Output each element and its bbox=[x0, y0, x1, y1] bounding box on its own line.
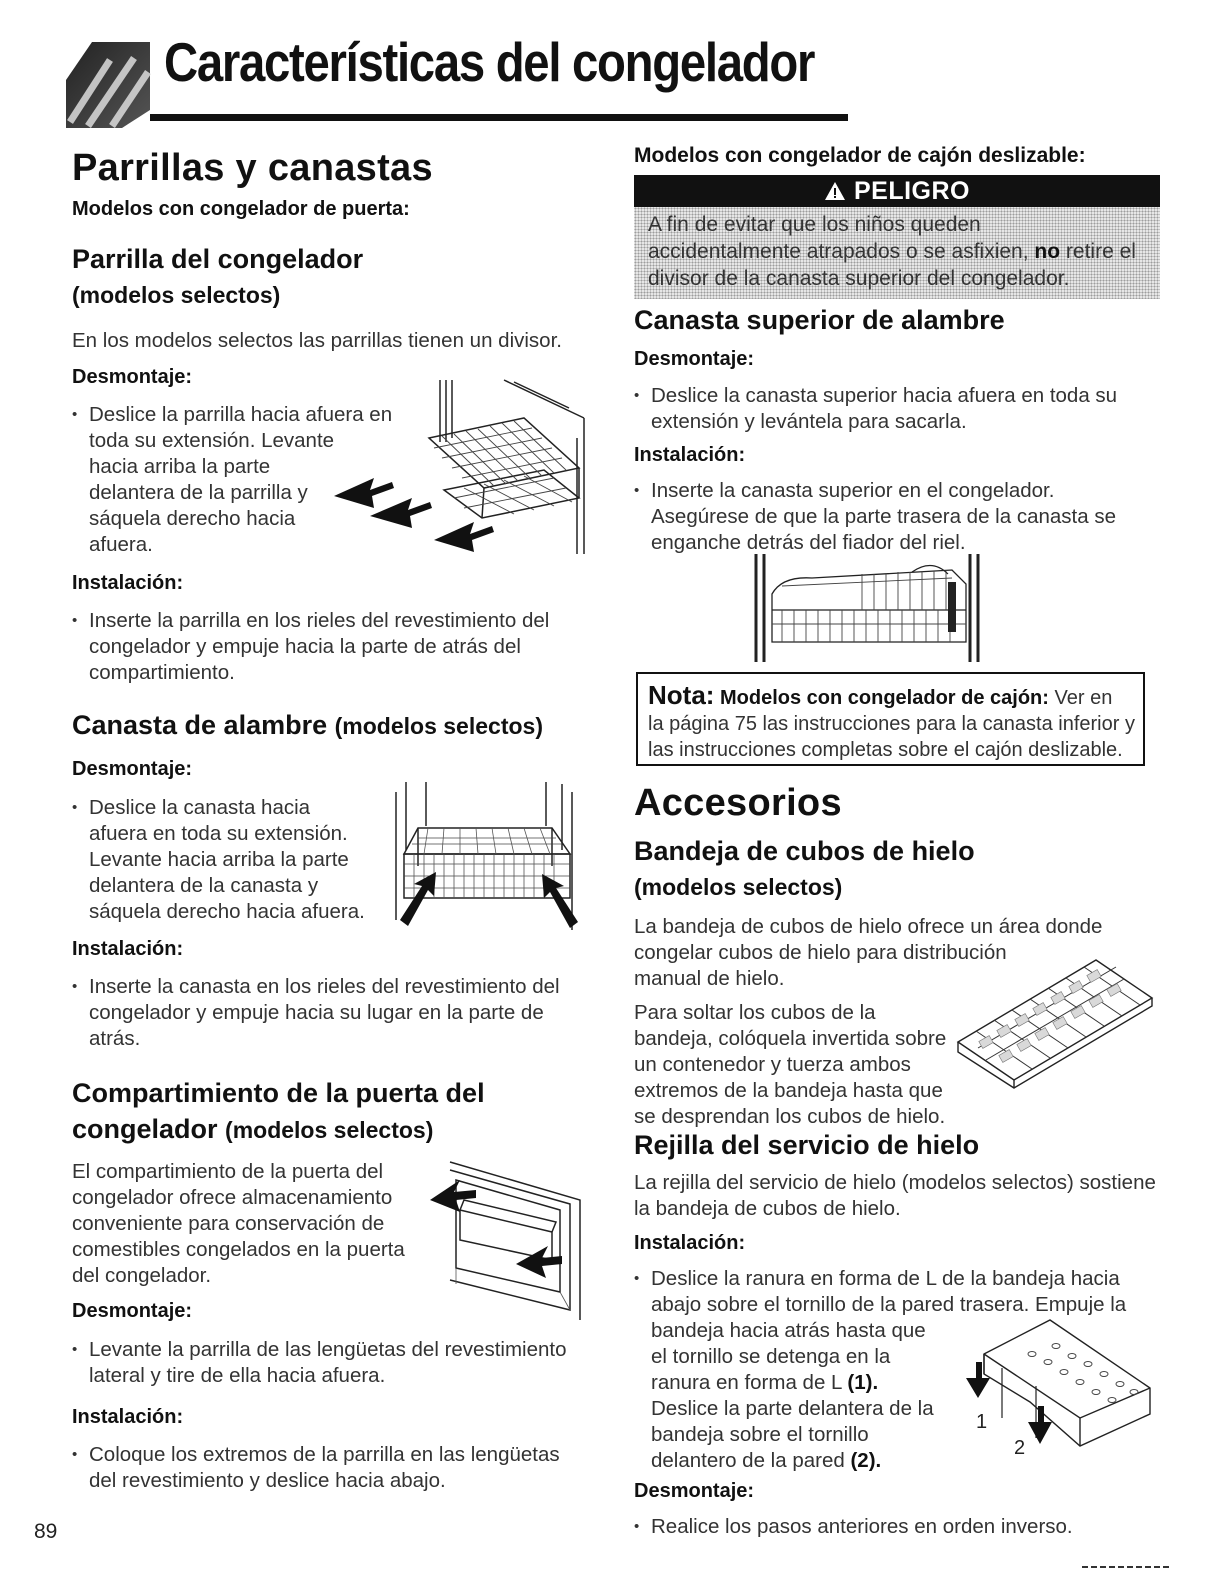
shelf-intro: En los modelos selectos las parrillas tienen un divisor. bbox=[72, 329, 562, 352]
ice-rack-removal-step: • Realice los pasos anteriores en orden inverso. bbox=[634, 1514, 1171, 1540]
basket-removal-label: Desmontaje: bbox=[72, 758, 193, 780]
door-models-label: Modelos con congelador de puerta: bbox=[72, 198, 410, 220]
freezer-shelf-illustration bbox=[334, 378, 594, 554]
shelf-subtitle: (modelos selectos) bbox=[72, 282, 281, 308]
page-title: Características del congelador bbox=[164, 31, 815, 93]
accessories-title: Accesorios bbox=[634, 782, 842, 824]
callout-1: 1 bbox=[976, 1411, 988, 1433]
upper-basket-removal-step: • Deslice la canasta superior hacia afuera en toda su extensión y levántela para sacarla. bbox=[634, 383, 1171, 435]
basket-install-step: • Inserte la canasta en los rieles del revestimiento del congelador y empuje hacia su lugar en la parte de atrás. bbox=[72, 974, 589, 1052]
shelf-install-label: Instalación: bbox=[72, 572, 184, 594]
upper-basket-install-label: Instalación: bbox=[634, 444, 746, 466]
basket-install-label: Instalación: bbox=[72, 938, 184, 960]
upper-basket-install-step: • Inserte la canasta superior en el congelador. Asegúrese de que la parte trasera de la canasta se enganche detrás del fiador del riel. bbox=[634, 478, 1171, 556]
ice-cube-tray-illustration bbox=[946, 942, 1160, 1090]
upper-basket-title: Canasta superior de alambre bbox=[634, 305, 1005, 335]
upper-basket-removal-label: Desmontaje: bbox=[634, 348, 755, 370]
danger-box bbox=[634, 207, 1160, 299]
door-bin-removal-step: • Levante la parrilla de las lengüetas del revestimiento lateral y tire de ella hacia afuera. bbox=[72, 1337, 599, 1389]
door-bin-title-line1: Compartimiento de la puerta del bbox=[72, 1078, 485, 1108]
danger-header bbox=[634, 175, 1160, 207]
ice-tray-title: Bandeja de cubos de hielo bbox=[634, 836, 975, 866]
title-underline bbox=[150, 114, 848, 121]
drawer-models-label: Modelos con congelador de cajón deslizable: bbox=[634, 144, 1086, 167]
page-number: 89 bbox=[34, 1520, 58, 1543]
basket-removal-step: • Deslice la canasta hacia afuera en toda su extensión. Levante hacia arriba la parte delantera de la canasta y sáquela derecho hacia afuera. bbox=[72, 795, 399, 925]
danger-text: A fin de evitar que los niños queden accidentalmente atrapados o se asfixien, no retire el divisor de la canasta superior del congelador. bbox=[648, 213, 1136, 290]
ice-rack-install-step: • Deslice la ranura en forma de L de la bandeja hacia abajo sobre el tornillo de la pared trasera. Empuje la bandeja hacia atrás hasta que el tornillo se detenga en la ranura en forma de L (1). Deslice la parte delantera de la bandeja sobre el tornillo delantero de la pared (2). bbox=[634, 1266, 1171, 1474]
upper-basket-illustration bbox=[752, 554, 986, 662]
ice-rack-illustration bbox=[960, 1318, 1160, 1468]
door-bin-install-step: • Coloque los extremos de la parrilla en las lengüetas del revestimiento y deslice hacia abajo. bbox=[72, 1442, 599, 1494]
door-bin-title-line2: congelador (modelos selectos) bbox=[72, 1114, 434, 1144]
door-bin-intro: El compartimiento de la puerta del congelador ofrece almacenamiento conveniente para conservación de comestibles congelados en la puerta del congelador. bbox=[72, 1160, 405, 1287]
shelf-removal-step: • Deslice la parrilla hacia afuera en toda su extensión. Levante hacia arriba la parte delantera de la parrilla y sáquela derecho hacia afuera. bbox=[72, 402, 429, 558]
callout-2: 2 bbox=[1014, 1437, 1026, 1459]
shelf-title: Parrilla del congelador bbox=[72, 244, 364, 274]
warning-triangle-icon bbox=[824, 181, 846, 201]
note-heading: Nota: bbox=[648, 680, 715, 710]
door-bin-removal-label: Desmontaje: bbox=[72, 1300, 193, 1322]
basket-title: Canasta de alambre (modelos selectos) bbox=[72, 710, 543, 740]
shelf-removal-label: Desmontaje: bbox=[72, 366, 193, 388]
shelf-install-step: • Inserte la parrilla en los rieles del revestimiento del congelador y empuje hacia la parte de atrás del compartimiento. bbox=[72, 608, 589, 686]
ice-tray-intro: La bandeja de cubos de hielo ofrece un área donde congelar cubos de hielo para distribución manual de hielo. bbox=[634, 915, 1103, 990]
ice-rack-removal-label: Desmontaje: bbox=[634, 1480, 755, 1502]
wire-basket-illustration bbox=[384, 780, 584, 946]
note-subject: Modelos con congelador de cajón: bbox=[720, 687, 1049, 709]
door-bin-install-label: Instalación: bbox=[72, 1406, 184, 1428]
section-title-shelves: Parrillas y canastas bbox=[72, 147, 433, 189]
ice-tray-release: Para soltar los cubos de la bandeja, colóquela invertida sobre un contenedor y tuerza ambos extremos de la bandeja hasta que se desprendan los cubos de hielo. bbox=[634, 1001, 947, 1128]
footer-rule bbox=[1082, 1566, 1172, 1568]
ice-tray-subtitle: (modelos selectos) bbox=[634, 874, 843, 900]
ice-rack-install-label: Instalación: bbox=[634, 1232, 746, 1254]
door-bin-illustration bbox=[420, 1160, 586, 1320]
note-box: Nota: Modelos con congelador de cajón: Ver en la página 75 las instrucciones para la canasta inferior y las instrucciones completas sobre el cajón deslizable. bbox=[636, 672, 1145, 766]
danger-title: PELIGRO bbox=[853, 176, 970, 205]
freezer-ice-icon bbox=[62, 40, 154, 130]
ice-rack-intro: La rejilla del servicio de hielo (modelos selectos) sostiene la bandeja de cubos de hielo. bbox=[634, 1171, 1156, 1220]
ice-rack-title: Rejilla del servicio de hielo bbox=[634, 1130, 980, 1160]
